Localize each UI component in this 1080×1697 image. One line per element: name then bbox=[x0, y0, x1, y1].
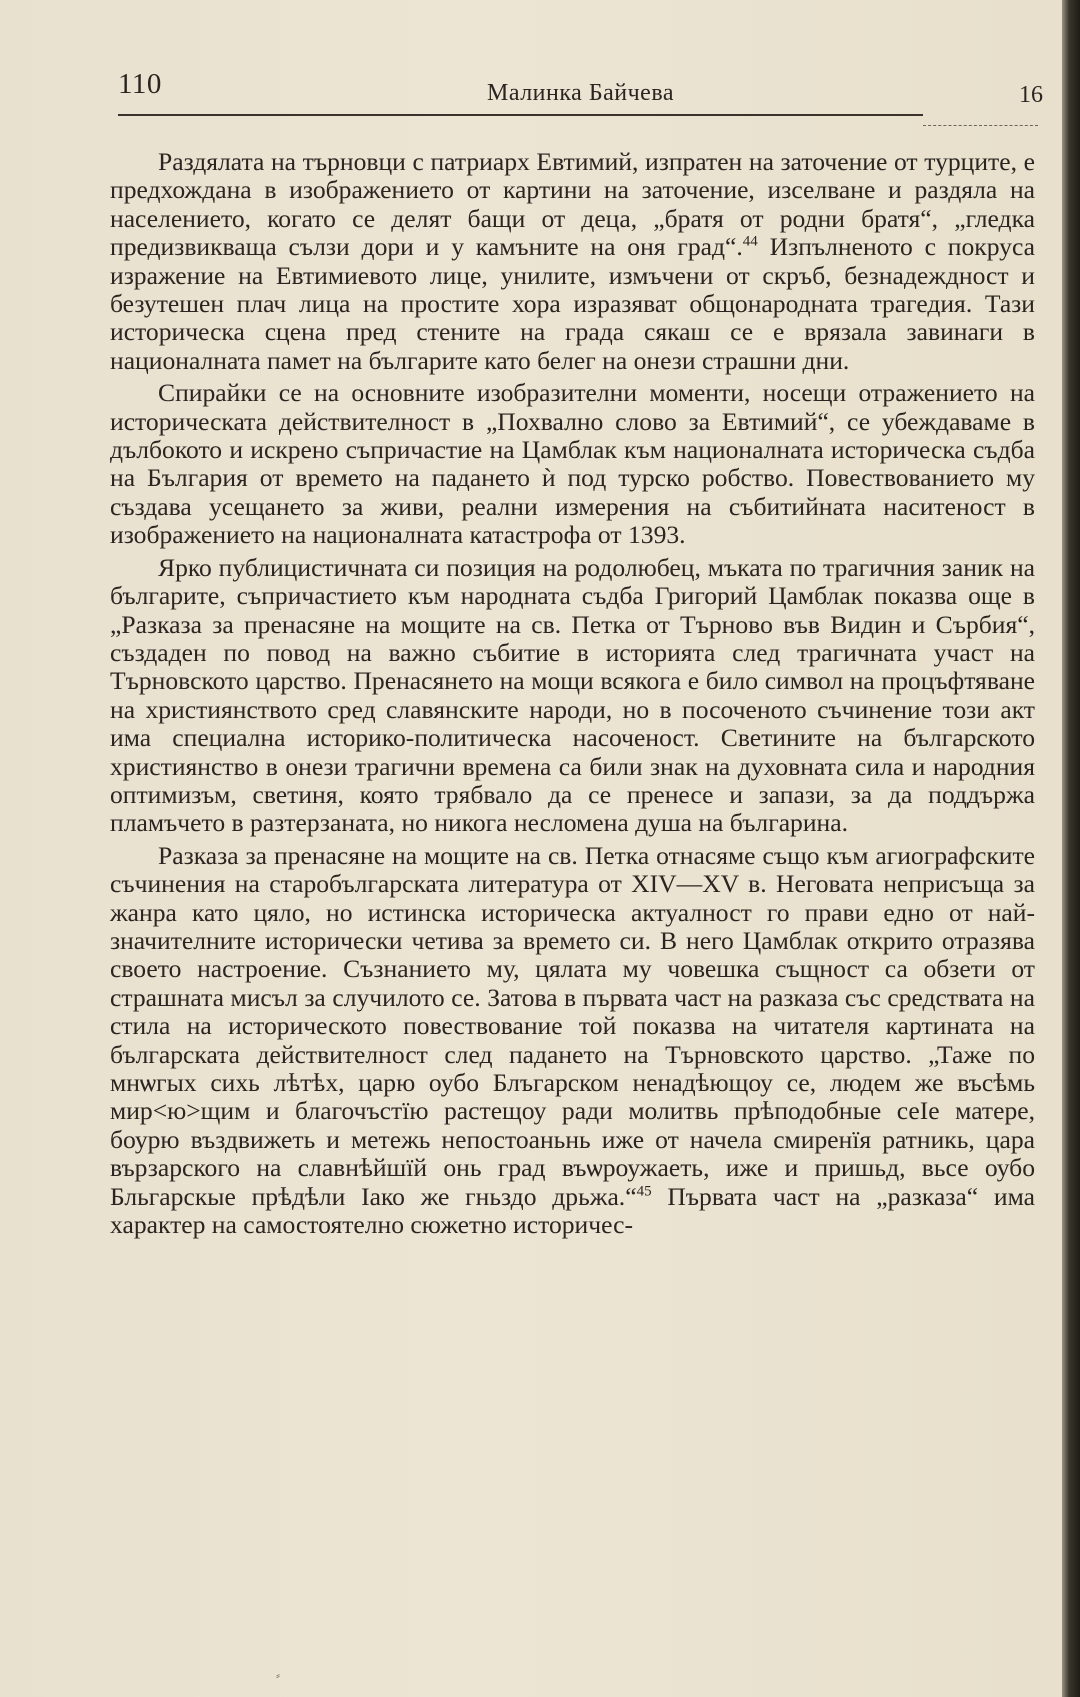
running-head: Малинка Байчева bbox=[487, 80, 674, 106]
paragraph-1-text: Раздялата на търновци с патриарх Евтимий, изпратен на заточение от турците, е предхождана в изображението от картини на заточение, изселване и раздяла на населението, когато се делят бащи от деца, „братя от родни братя“, „гледка предизвикваща сълзи дори и у камъните на оня град“. bbox=[110, 147, 1035, 262]
paragraph-2-text: Спирайки се на основните изобразителни моменти, носещи отражението на историческата действителност в „Похвално слово за Евтимий“, се убеждаваме в дълбокото и искрено съпричастие на Цамблак към националната историческа съдба на България от времето на падането ѝ под турско робство. Повествованието му създава усещането за живи, реални измерения на събитийната наситеност в изображението на националната катастрофа от 1393. bbox=[110, 378, 1035, 550]
margin-mark: 16 bbox=[1019, 82, 1043, 108]
paragraph-1 bbox=[110, 148, 1035, 375]
paragraph-4-text: Разказа за пренасяне на мощите на св. Петка отнасяме също към агиографските съчинения на старобългарската литература от XIV—XV в. Неговата неприсъща за жанра като цяло, но истинска историческа актуалност го прави едно от най-значителните исторически четива за времето си. В него Цамблак открито отразява своето настроение. Съзнанието му, цялата му човешка същност са обзети от страшната мисъл за случилото се. Затова в първата част на разказа със средствата на стила на историческото повествование той показва на читателя картината на българската действителност след падането на Търновското царство. „Таже по мнѡгых сихь лѣтѣх, царю оубо Блъгарском ненадѣющоу се, людем же въсѣмь мир<ю>щим и благочъстїю растещоу ради молитвь прѣподобные сеІе матере, боурю въздвижеть и метежь непостоаньнь иже от начела смиренїя ратникь, цара вързарского на славнѣйшїй онь град въѡроужаеть, иже и пришьд, вьсе оубо Бльгарскые прѣдѣли Іако же гньздо дрьжа.“ bbox=[110, 840, 1035, 1211]
page-binding-edge bbox=[1062, 0, 1080, 1697]
header-rule-dashed bbox=[923, 125, 1038, 126]
page-number: 110 bbox=[118, 68, 162, 100]
paragraph-4 bbox=[110, 842, 1035, 1240]
paragraph-1-continued: Изпълненото с покруса изражение на Евтимиевото лице, унилите, измъчени от скръб, безнадеждност и безутешен плач лица на простите хора изразяват общонародната трагедия. Тази историческа сцена пред стените на града сякаш се е врязала завинаги в националната памет на българите като белег на онези страшни дни. bbox=[110, 232, 1035, 375]
paragraph-3-text: Ярко публицистичната си позиция на родолюбец, мъката по трагичния заник на българите, съпричастието към народната съдба Григорий Цамблак показва още в „Разказа за пренасяне на мощите на св. Петка от Търново във Видин и Сърбия“, създаден по повод на важно събитие в историята след трагичната участ на Търновското царство. Пренасянето на мощи всякога е било символ на процъфтяване на християнството сред славянските народи, но в посоченото съчинение този акт има специална историко-политическа насоченост. Светините на българското християнство в онези трагични времена са били знак на духовната сила и народния оптимизъм, светиня, която трябвало да се пренесе и запази, за да поддържа пламъчето в разтерзаната, но никога несломена душа на българина. bbox=[110, 552, 1035, 838]
footnote-ref-44: 44 bbox=[742, 233, 758, 250]
paragraph-3 bbox=[110, 554, 1035, 838]
paragraph-4-continued: Първата част на „разказа“ има характер на самостоятелно сюжетно историчес- bbox=[110, 1181, 1035, 1240]
page-header bbox=[118, 62, 1043, 112]
body-text bbox=[110, 148, 1035, 1243]
paragraph-2 bbox=[110, 379, 1035, 549]
footnote-ref-45: 45 bbox=[636, 1183, 652, 1200]
paper-speck: ⸗ bbox=[276, 1668, 280, 1682]
header-rule bbox=[118, 114, 923, 116]
